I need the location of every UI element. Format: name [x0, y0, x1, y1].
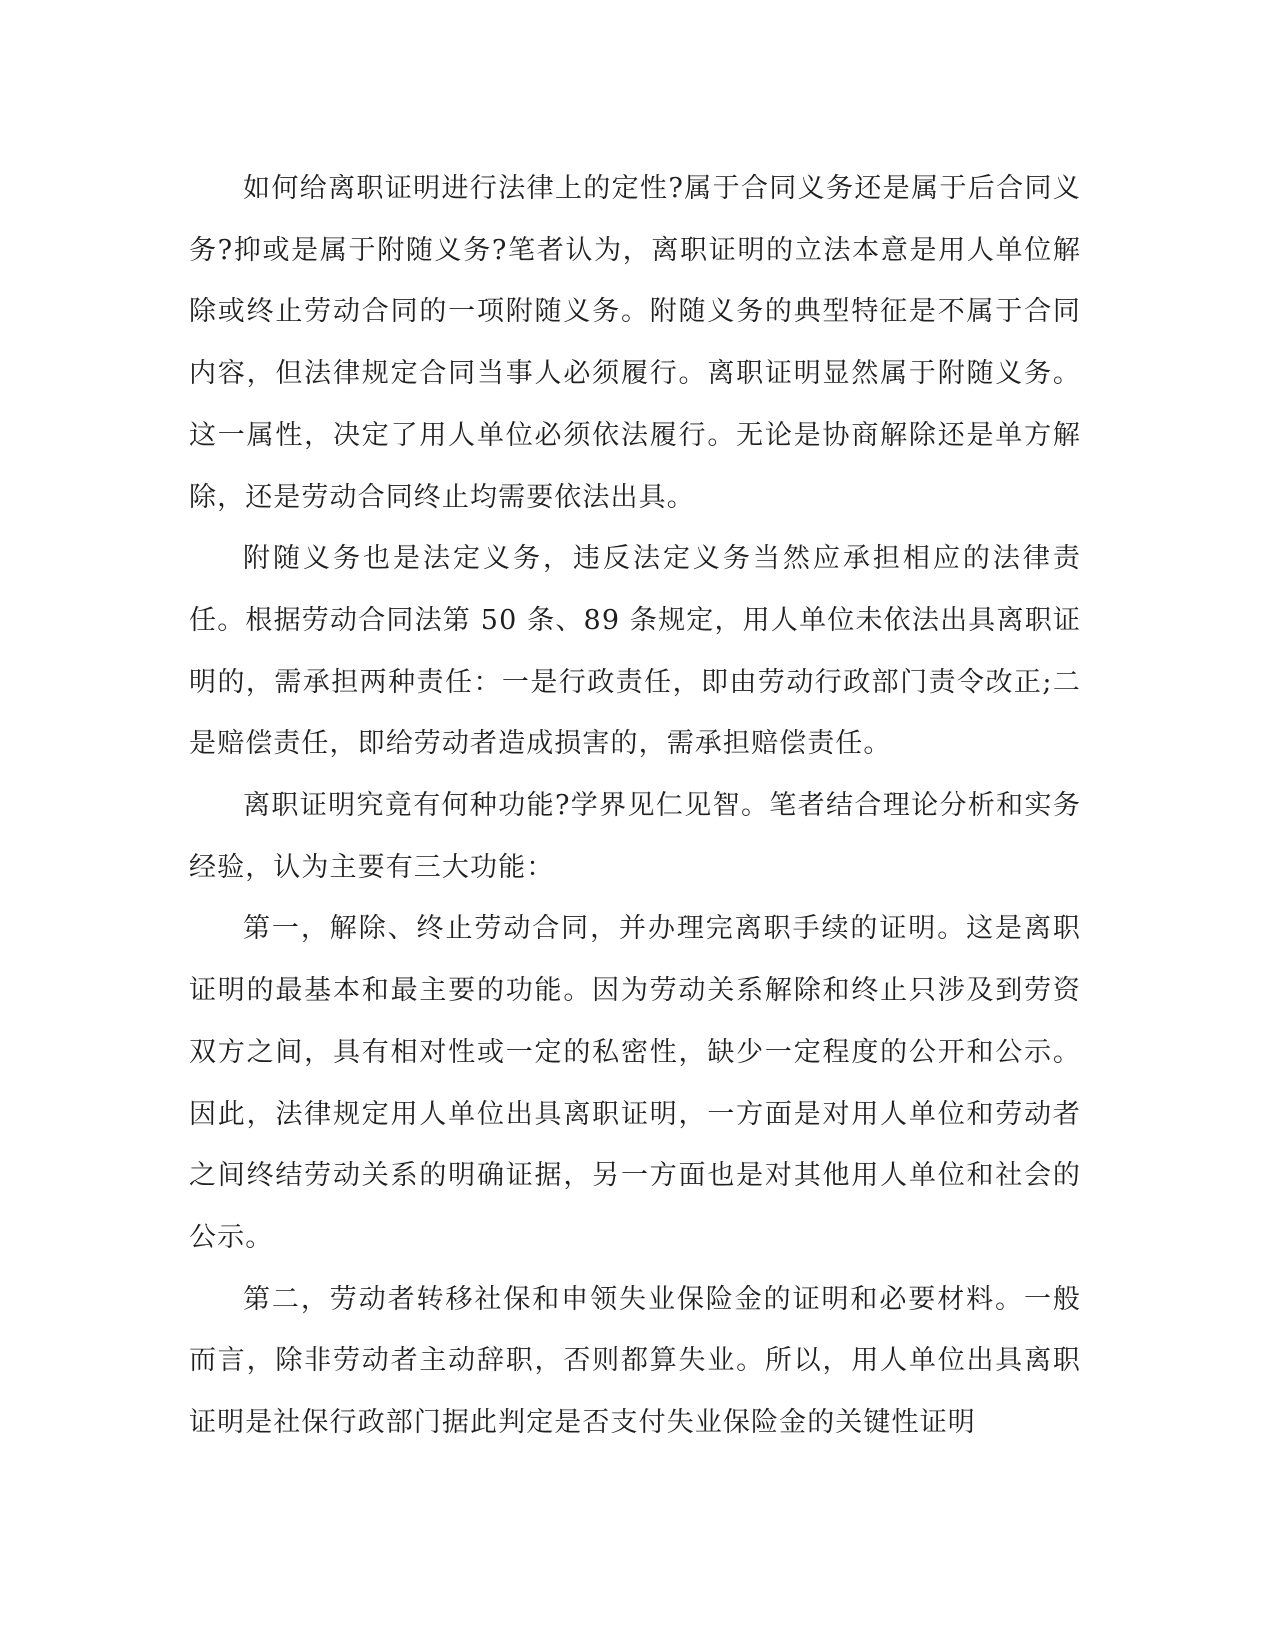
paragraph-function-two: 第二，劳动者转移社保和申领失业保险金的证明和必要材料。一般而言，除非劳动者主动辞职，否则都算失业。所以，用人单位出具离职证明是社保行政部门据此判定是否支付失业保险金的关键性证明: [189, 1283, 1081, 1439]
paragraph-legal-nature: 如何给离职证明进行法律上的定性?属于合同义务还是属于后合同义务?抑或是属于附随义务?笔者认为，离职证明的立法本意是用人单位解除或终止劳动合同的一项附随义务。附随义务的典型特征是不属于合同内容，但法律规定合同当事人必须履行。离职证明显然属于附随义务。这一属性，决定了用人单位必须依法履行。无论是协商解除还是单方解除，还是劳动合同终止均需要依法出具。: [189, 173, 1081, 513]
document-body: [189, 158, 1081, 1454]
paragraph-function-one: 第一，解除、终止劳动合同，并办理完离职手续的证明。这是离职证明的最基本和最主要的功能。因为劳动关系解除和终止只涉及到劳资双方之间，具有相对性或一定的私密性，缺少一定程度的公开和公示。因此，法律规定用人单位出具离职证明，一方面是对用人单位和劳动者之间终结劳动关系的明确证据，另一方面也是对其他用人单位和社会的公示。: [189, 913, 1081, 1253]
paragraph-legal-liability: 附随义务也是法定义务，违反法定义务当然应承担相应的法律责任。根据劳动合同法第 50 条、89 条规定，用人单位未依法出具离职证明的，需承担两种责任：一是行政责任，即由劳动行政部门责令改正;二是赔偿责任，即给劳动者造成损害的，需承担赔偿责任。: [189, 543, 1081, 760]
paragraph-functions-intro: 离职证明究竟有何种功能?学界见仁见智。笔者结合理论分析和实务经验，认为主要有三大功能：: [189, 790, 1081, 883]
